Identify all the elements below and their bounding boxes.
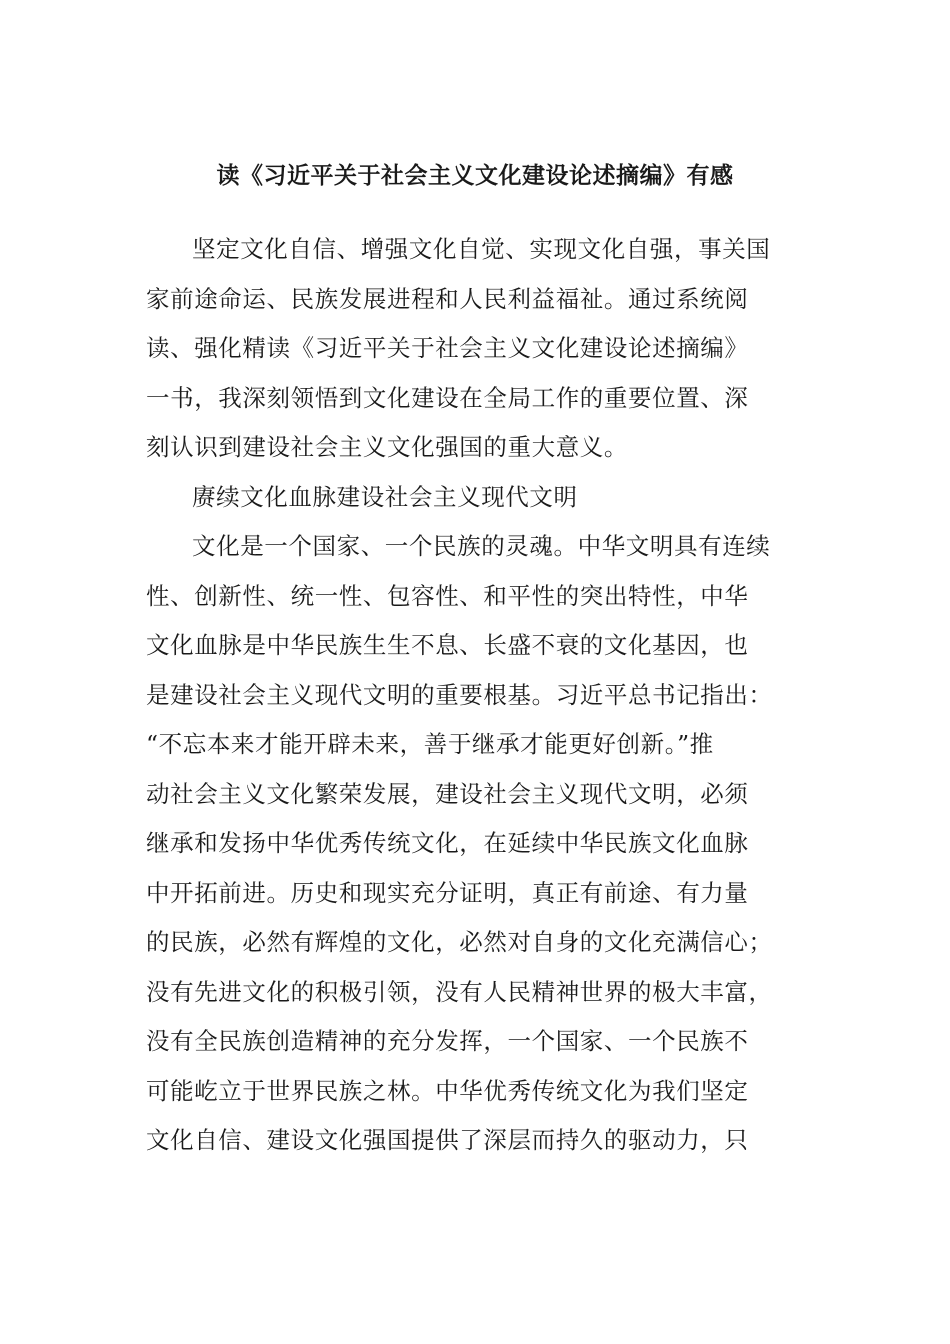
section-heading: 赓续文化血脉建设社会主义现代文明 [192, 482, 578, 511]
paragraph-line: 性、创新性、统一性、包容性、和平性的突出特性，中华 [146, 581, 749, 610]
paragraph-line: “不忘本来才能开辟未来，善于继承才能更好创新。”推 [146, 730, 714, 758]
paragraph-line: 是建设社会主义现代文明的重要根基。习近平总书记指出： [146, 680, 773, 709]
document-body [146, 225, 806, 1166]
document-title: 读《习近平关于社会主义文化建设论述摘编》有感 [216, 162, 734, 189]
paragraph-line: 继承和发扬中华优秀传统文化，在延续中华民族文化血脉 [146, 829, 749, 857]
paragraph-line: 家前途命运、民族发展进程和人民利益福祉。通过系统阅 [146, 284, 749, 313]
paragraph-line: 文化自信、建设文化强国提供了深层而持久的驱动力，只 [146, 1126, 749, 1154]
paragraph-line: 坚定文化自信、增强文化自觉、实现文化自强，事关国 [192, 235, 771, 263]
paragraph-line: 可能屹立于世界民族之林。中华优秀传统文化为我们坚定 [146, 1076, 749, 1105]
paragraph-line: 中开拓前进。历史和现实充分证明，真正有前途、有力量 [146, 878, 749, 907]
paragraph-line: 的民族，必然有辉煌的文化，必然对自身的文化充满信心； [146, 928, 773, 956]
paragraph-line: 没有全民族创造精神的充分发挥，一个国家、一个民族不 [146, 1027, 749, 1055]
paragraph-line: 一书，我深刻领悟到文化建设在全局工作的重要位置、深 [146, 383, 749, 412]
paragraph-line: 文化血脉是中华民族生生不息、长盛不衰的文化基因，也 [146, 631, 749, 659]
paragraph-line: 没有先进文化的积极引领，没有人民精神世界的极大丰富， [146, 977, 773, 1006]
paragraph-line: 文化是一个国家、一个民族的灵魂。中华文明具有连续 [192, 532, 771, 560]
paragraph-line: 刻认识到建设社会主义文化强国的重大意义。 [146, 433, 628, 461]
paragraph-line: 动社会主义文化繁荣发展，建设社会主义现代文明，必须 [146, 779, 749, 808]
paragraph-line: 读、强化精读《习近平关于社会主义文化建设论述摘编》 [146, 334, 749, 362]
